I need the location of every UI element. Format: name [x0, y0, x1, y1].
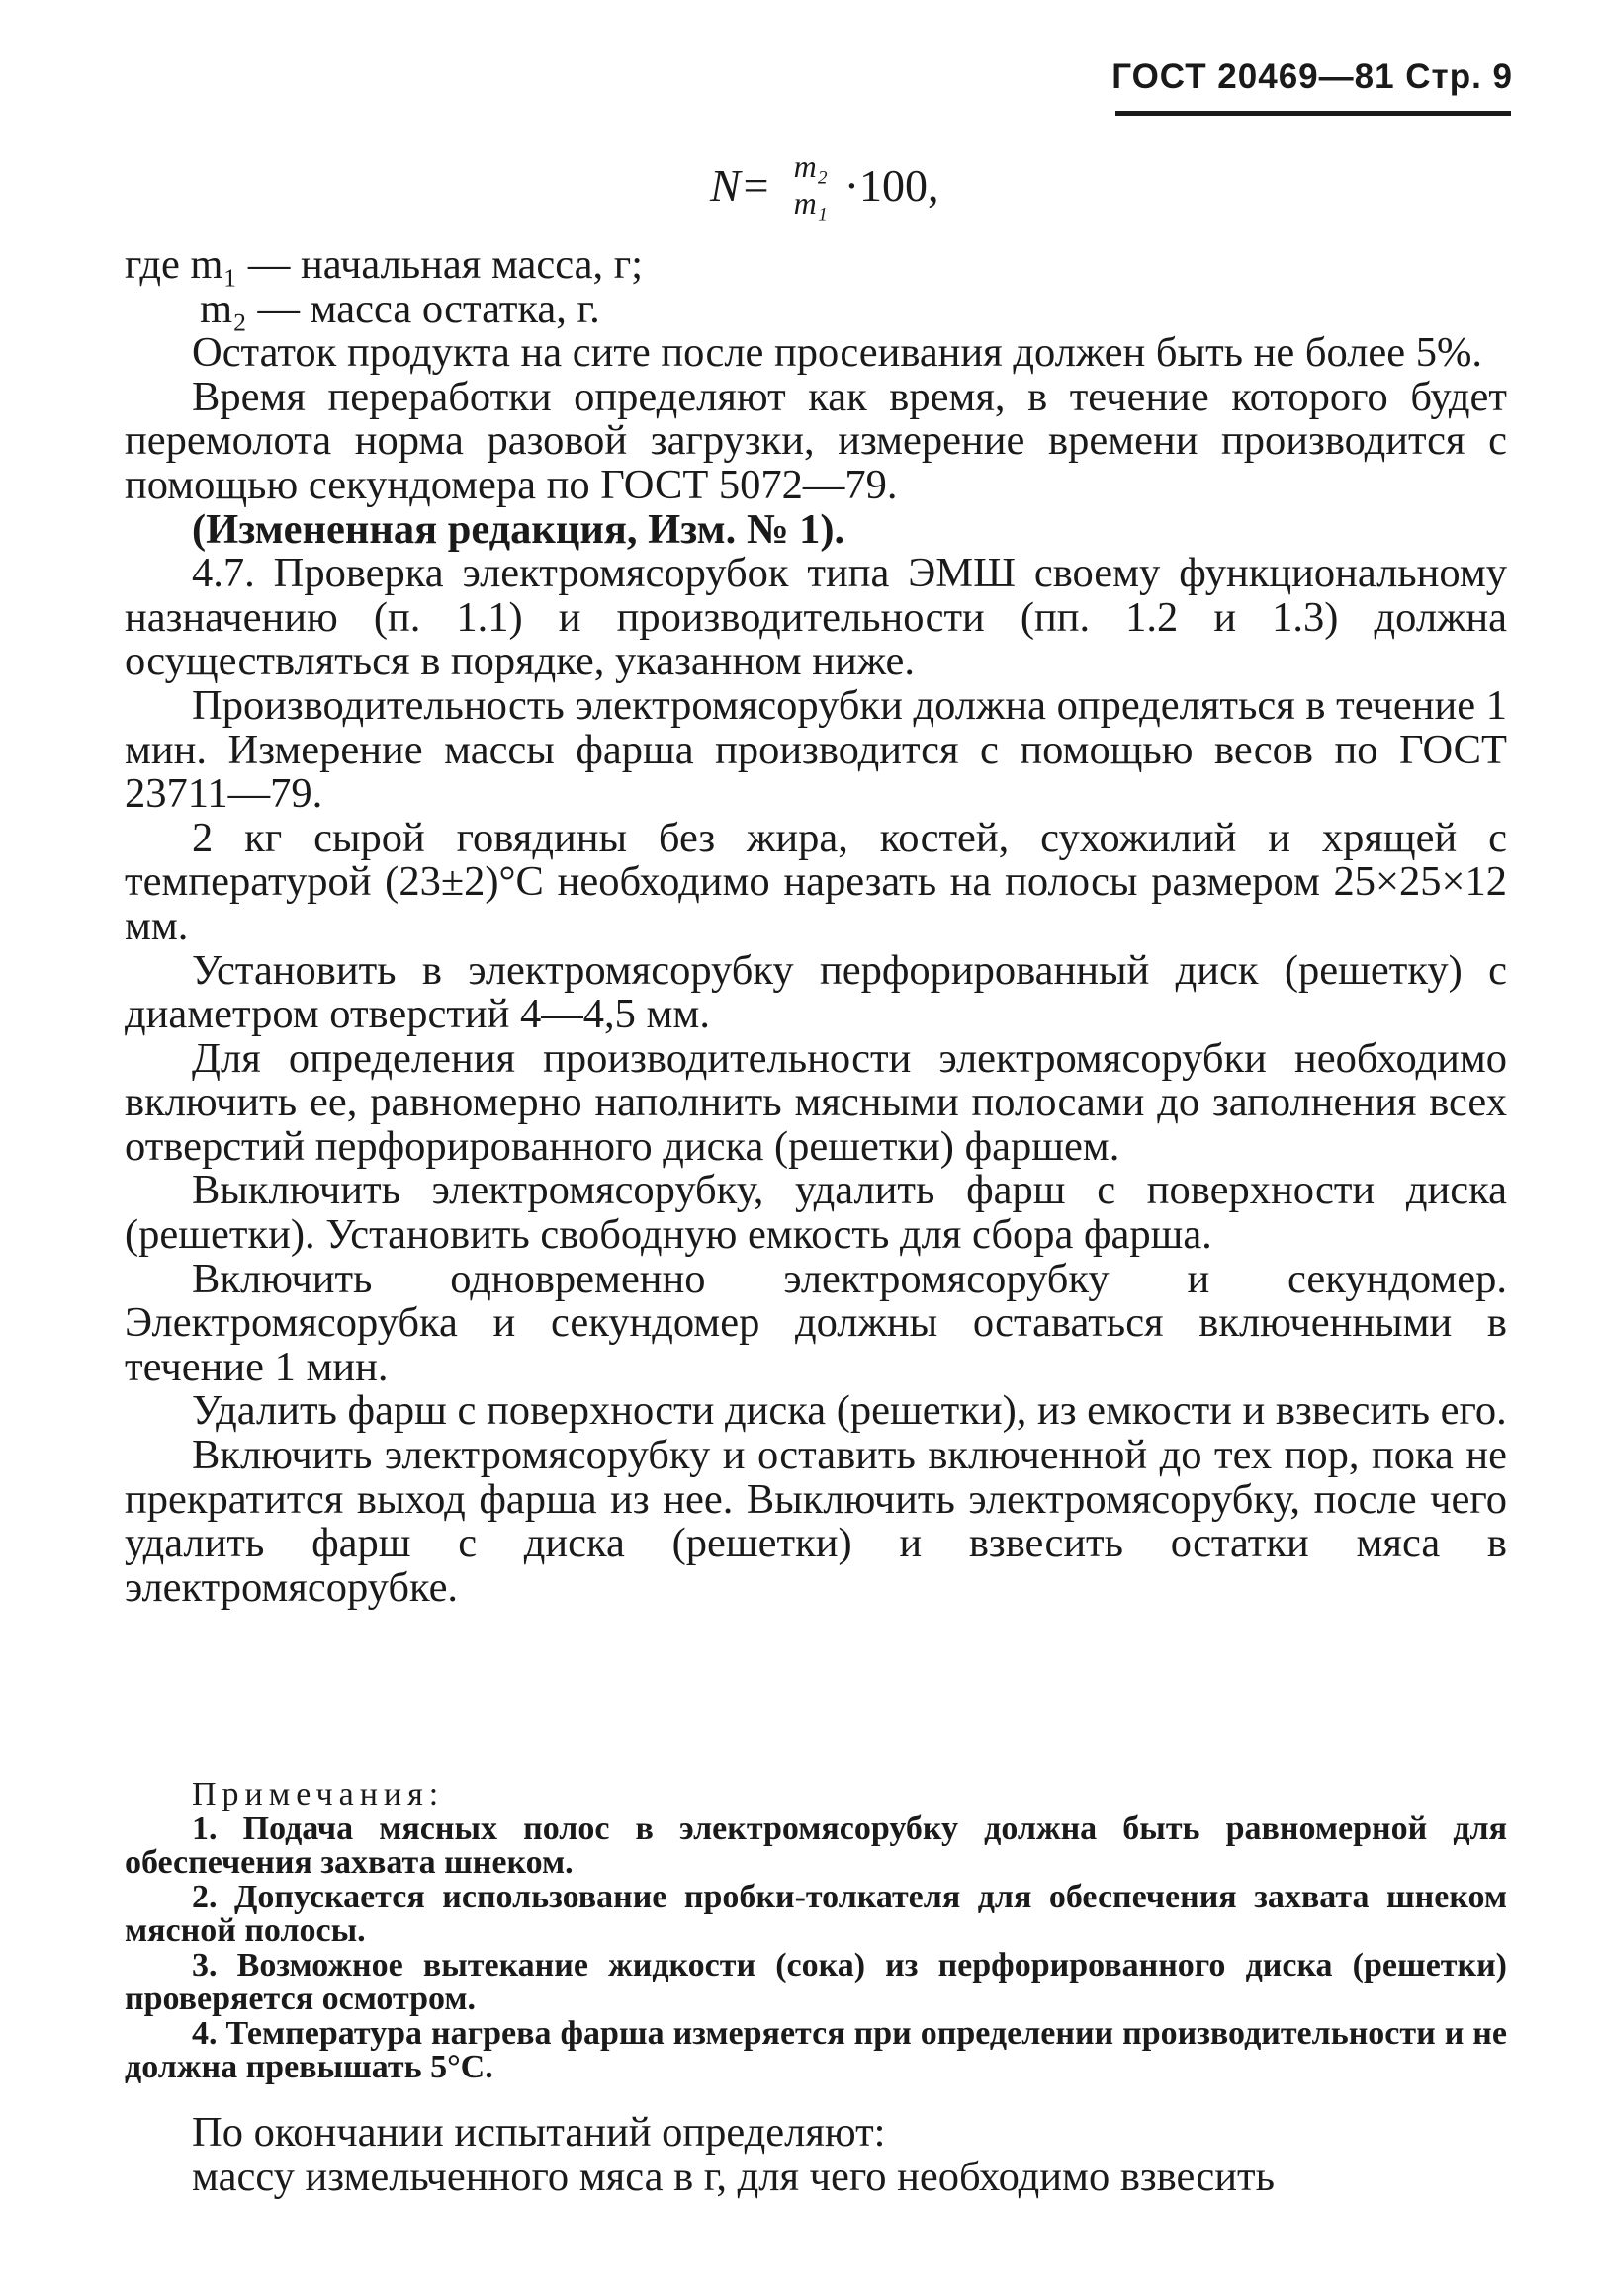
paragraph: По окончании испытаний определяют: — [192, 2109, 886, 2156]
paragraph: массу измельченного мяса в г, для чего необходимо взвесить — [192, 2154, 1275, 2200]
where-line-1: где m₁ — начальная масса, г; — [125, 241, 644, 288]
closing-text — [125, 2110, 1507, 2199]
paragraph: Время переработки определяют как время, в течение которого будет перемолота норма разовой загрузки, измерение времени производится с помощью секундомера по ГОСТ 5072—79. — [125, 373, 1507, 508]
paragraph: Производительность электромясорубки должна определяться в течение 1 мин. Измерение массы фарша производится с помощью весов по ГОСТ 23711—79. — [125, 681, 1507, 818]
paragraph: Установить в электромясорубку перфорированный диск (решетку) с диаметром отверстий 4—4,5 мм. — [125, 946, 1507, 1038]
paragraph: Выключить электромясорубку, удалить фарш с поверхности диска (решетки). Установить свободную емкость для сбора фарша. — [125, 1167, 1507, 1259]
formula-lhs: N= — [710, 159, 771, 211]
amendment-note: (Измененная редакция, Изм. № 1). — [192, 505, 845, 553]
header-rule — [1115, 111, 1511, 116]
formula-numerator: m₂ — [793, 148, 828, 184]
notes-section — [125, 1778, 1507, 2085]
formula — [710, 148, 939, 221]
paragraph: Остаток продукта на сите после просеивания должен быть не более 5%. — [192, 329, 1483, 377]
note-item: 1. Подача мясных полос в электромясорубку должна быть равномерной для обеспечения захвата шнеком. — [125, 1810, 1507, 1881]
paragraph: Удалить фарш с поверхности диска (решетки), из емкости и взвесить его. — [192, 1387, 1507, 1435]
paragraph: Включить одновременно электромясорубку и секундомер. Электромясорубка и секундомер должны оставаться включенными в течение 1 мин. — [125, 1255, 1507, 1390]
note-item: 4. Температура нагрева фарша измеряется при определении производительности и не должна превышать 5°С. — [125, 2014, 1507, 2085]
note-item: 2. Допускается использование пробки-толкателя для обеспечения захвата шнеком мясной полосы. — [125, 1878, 1507, 1949]
note-item: 3. Возможное вытекание жидкости (сока) из перфорированного диска (решетки) проверяется осмотром. — [125, 1946, 1507, 2017]
paragraph: Для определения производительности электромясорубки необходимо включить ее, равномерно наполнить мясными полосами до заполнения всех отверстий перфорированного диска (решетки) фаршем. — [125, 1034, 1507, 1170]
formula-denominator: m₁ — [793, 185, 828, 221]
formula-rhs: ·100, — [843, 159, 939, 211]
page-header: ГОСТ 20469—81 Стр. 9 — [1111, 57, 1513, 96]
main-text — [125, 243, 1507, 1610]
paragraph: 2 кг сырой говядины без жира, костей, сухожилий и хрящей с температурой (23±2)°С необходимо нарезать на полосы размером 25×25×12 мм. — [125, 814, 1507, 949]
where-line-2: m₂ — масса остатка, г. — [200, 285, 600, 332]
notes-title: Примечания: — [192, 1776, 445, 1812]
paragraph: 4.7. Проверка электромясорубок типа ЭМШ своему функциональному назначению (п. 1.1) и производительности (пп. 1.2 и 1.3) должна осуществляться в порядке, указанном ниже. — [125, 550, 1507, 685]
formula-fraction — [785, 148, 837, 221]
paragraph: Включить электромясорубку и оставить включенной до тех пор, пока не прекратится выход фарша из нее. Выключить электромясорубку, после чего удалить фарш с диска (решетки) и взвесить остатки мяса в электромясорубке. — [125, 1432, 1507, 1611]
